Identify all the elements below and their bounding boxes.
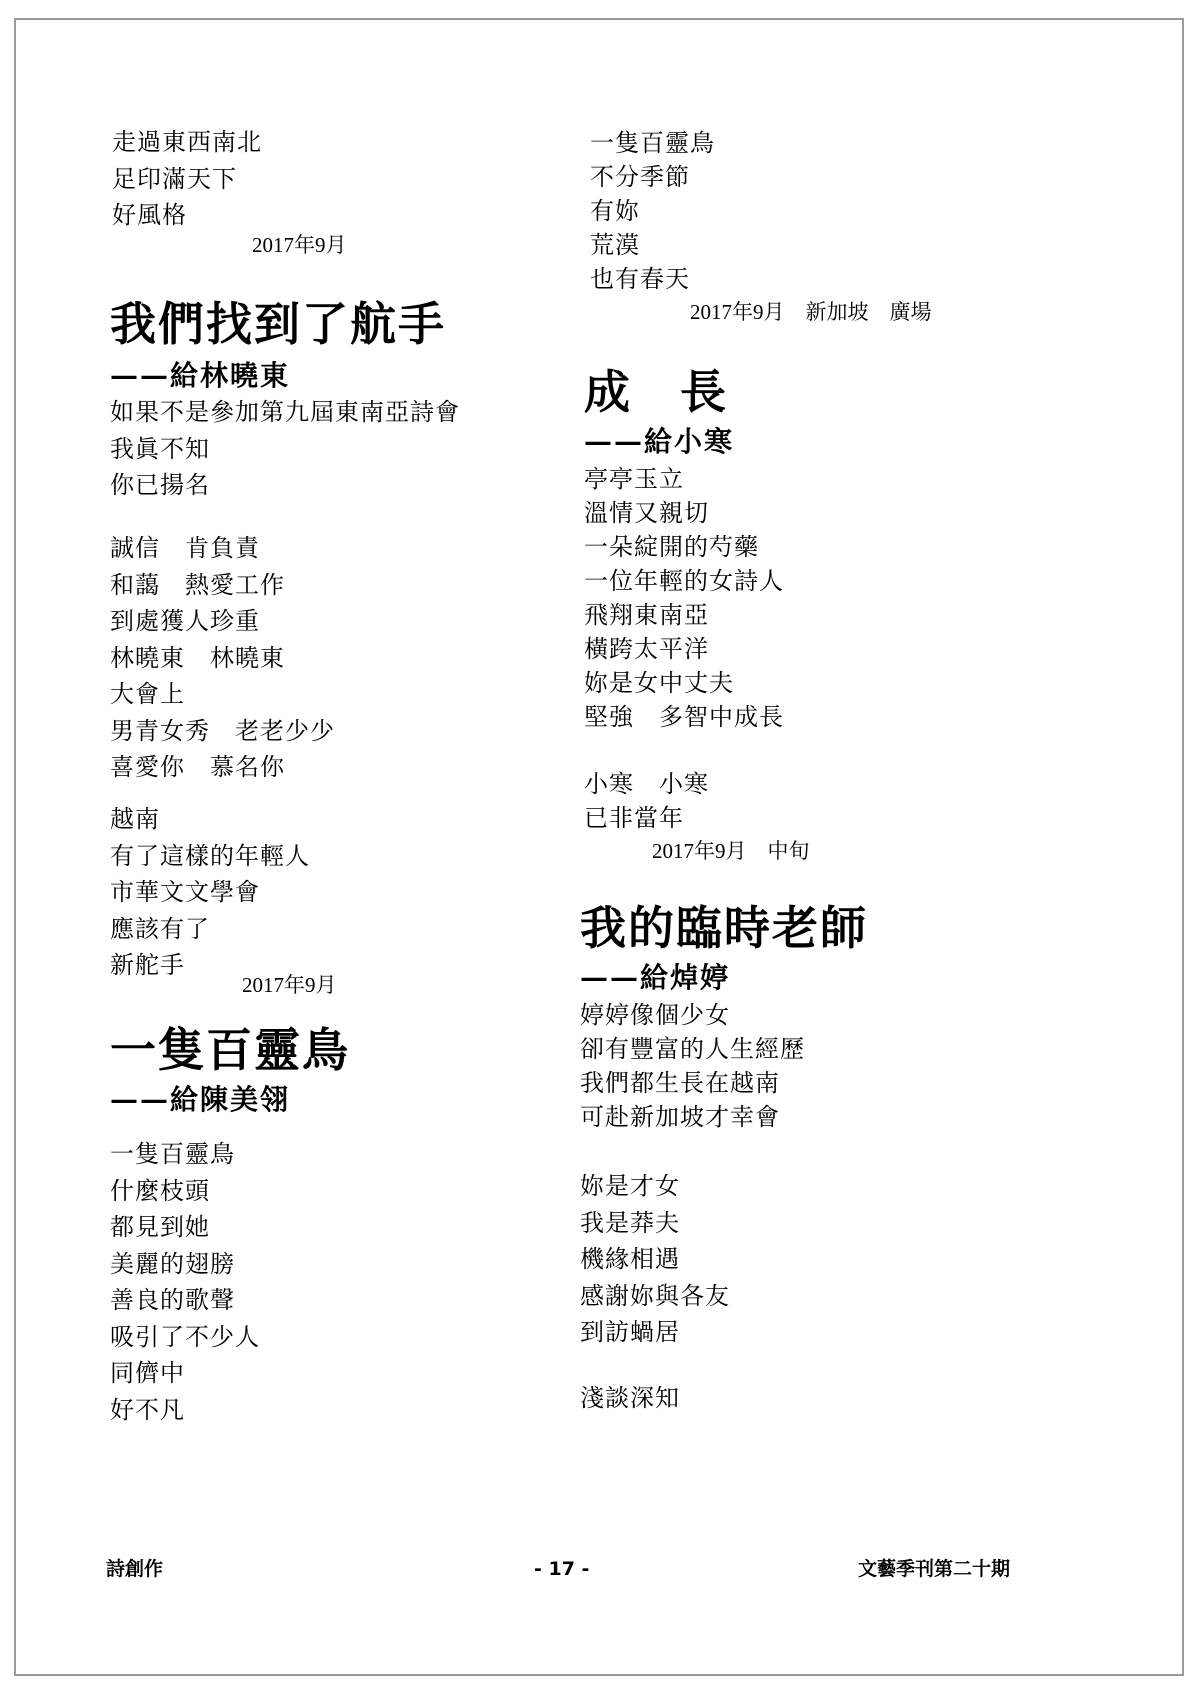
poem4-stanza-3 — [580, 1380, 680, 1417]
poem-line: 到訪蝸居 — [580, 1318, 680, 1346]
poem-date: 2017年9月 — [242, 973, 337, 997]
poem-title: 一隻百靈鳥 — [110, 1023, 350, 1077]
poem-title: 我的臨時老師 — [580, 901, 868, 955]
poem-line: 市華文文學會 — [110, 878, 260, 906]
poem-line: 越南 — [110, 805, 160, 833]
poem-line: 好不凡 — [110, 1395, 185, 1424]
poem-line: 飛翔東南亞 — [584, 601, 709, 629]
poem-line: 橫跨太平洋 — [584, 635, 709, 663]
poem3-stanza-2 — [584, 767, 709, 835]
poem-line: 妳是女中丈夫 — [584, 669, 734, 697]
poem-title: 我們找到了航手 — [110, 297, 446, 351]
poem-line: 感謝妳與各友 — [580, 1281, 730, 1310]
poem-line: 也有春天 — [590, 265, 690, 293]
poem-line: 小寒 小寒 — [584, 770, 709, 798]
poem-dedication: ——給焯婷 — [580, 961, 731, 994]
poem-line: 我們都生長在越南 — [580, 1069, 780, 1097]
poem-line: 足印滿天下 — [112, 164, 237, 193]
poem2-stanza-1 — [110, 1136, 260, 1428]
poem-line: 同儕中 — [110, 1359, 185, 1387]
poem-title: 成 長 — [584, 365, 728, 419]
intro-stanza — [112, 124, 262, 234]
page-number: - 17 - — [534, 1558, 590, 1580]
poem1-stanza-2 — [110, 530, 335, 786]
footer-publication: 文藝季刊第二十期 — [858, 1558, 1011, 1580]
poem-line: 機緣相遇 — [580, 1245, 680, 1273]
poem-line: 一位年輕的女詩人 — [584, 567, 784, 595]
poem-line: 喜愛你 慕名你 — [110, 753, 285, 781]
poem-line: 可赴新加坡才幸會 — [580, 1103, 780, 1131]
poem-line: 到處獲人珍重 — [110, 607, 260, 635]
poem-line: 如果不是參加第九屆東南亞詩會 — [110, 398, 460, 426]
poem-line: 淺談深知 — [580, 1384, 680, 1412]
poem1-stanza-1 — [110, 394, 460, 504]
poem-dedication: ——給林曉東 — [110, 359, 291, 392]
footer-section: 詩創作 — [106, 1558, 164, 1580]
poem-line: 我眞不知 — [110, 434, 210, 463]
poem-line: 堅強 多智中成長 — [584, 703, 784, 731]
poem-line: 一隻百靈鳥 — [590, 129, 715, 157]
poem-line: 不分季節 — [590, 163, 690, 191]
poem-line: 善良的歌聲 — [110, 1286, 235, 1314]
poem-line: 荒漠 — [590, 231, 640, 259]
poem-line: 一隻百靈鳥 — [110, 1140, 235, 1168]
poem-line: 一朵綻開的芍藥 — [584, 533, 759, 561]
poem-line: 有妳 — [590, 197, 640, 225]
poem-line: 都見到她 — [110, 1213, 210, 1241]
continued-stanza — [590, 126, 715, 296]
poem-line: 林曉東 林曉東 — [110, 643, 285, 672]
poem-date: 2017年9月 新加坡 廣場 — [690, 300, 932, 324]
poem-line: 什麼枝頭 — [110, 1176, 210, 1205]
poem-line: 男青女秀 老老少少 — [110, 716, 335, 745]
poem-line: 我是莽夫 — [580, 1208, 680, 1237]
poem-dedication: ——給陳美翎 — [110, 1083, 291, 1116]
poem3-stanza-1 — [584, 462, 784, 734]
poem-line: 新舵手 — [110, 951, 185, 979]
poem-line: 美麗的翅膀 — [110, 1249, 235, 1278]
poem4-stanza-1 — [580, 998, 805, 1134]
poem-line: 走過東西南北 — [112, 128, 262, 156]
poem-line: 誠信 肯負責 — [110, 534, 260, 562]
poem-line: 已非當年 — [584, 804, 684, 832]
poem-line: 吸引了不少人 — [110, 1322, 260, 1351]
poem-line: 大會上 — [110, 680, 185, 708]
poem-line: 溫情又親切 — [584, 499, 709, 527]
poem-date: 2017年9月 中旬 — [652, 839, 810, 863]
poem-line: 亭亭玉立 — [584, 465, 684, 493]
poem-line: 卻有豐富的人生經歷 — [580, 1035, 805, 1063]
poem4-stanza-2 — [580, 1168, 730, 1351]
poem-line: 有了這樣的年輕人 — [110, 841, 310, 870]
poem-dedication: ——給小寒 — [584, 425, 735, 458]
poem1-stanza-3 — [110, 801, 310, 984]
poem-line: 婷婷像個少女 — [580, 1001, 730, 1029]
poem-line: 妳是才女 — [580, 1172, 680, 1200]
poem-line: 好風格 — [112, 201, 187, 229]
poem-line: 和藹 熱愛工作 — [110, 570, 285, 599]
intro-date: 2017年9月 — [252, 233, 347, 257]
poem-line: 你已揚名 — [110, 471, 210, 499]
poem-line: 應該有了 — [110, 914, 210, 943]
